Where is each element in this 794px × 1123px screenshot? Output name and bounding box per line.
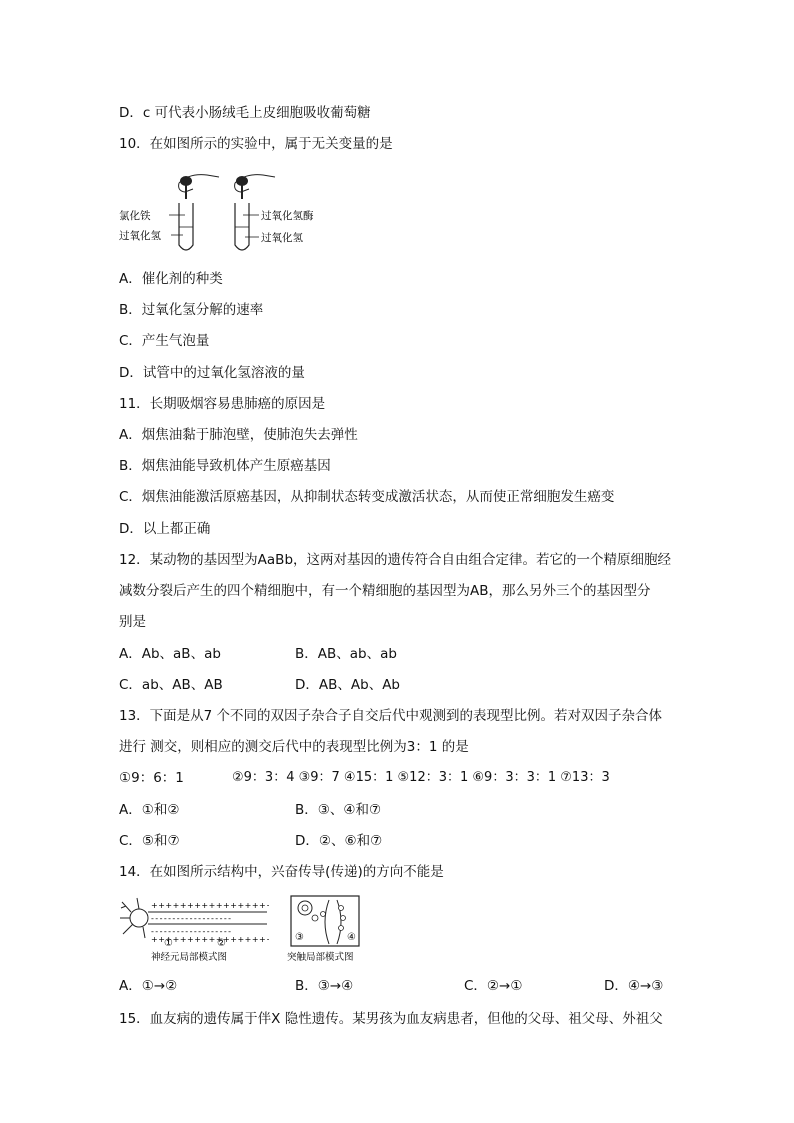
q13-option-b: B．③、④和⑦ <box>295 802 382 818</box>
q14-mark-4: ④ <box>347 932 356 943</box>
q11-option-d: D．以上都正确 <box>119 521 211 537</box>
q11-option-a: A．烟焦油黏于肺泡壁，使肺泡失去弹性 <box>119 427 358 443</box>
q13-option-c: C．⑤和⑦ <box>119 833 180 849</box>
q10-option-a: A．催化剂的种类 <box>119 271 223 287</box>
q10-option-b: B．过氧化氢分解的速率 <box>119 302 264 318</box>
q11-option-c: C．烟焦油能激活原癌基因，从抑制状态转变成激活状态，从而使正常细胞发生癌变 <box>119 489 615 505</box>
q13-option-a: A．①和② <box>119 802 180 818</box>
q14-option-d: D．④→③ <box>604 978 664 994</box>
q12-option-c: C．ab、AB、AB <box>119 677 223 693</box>
q10-option-c: C．产生气泡量 <box>119 333 210 349</box>
q14-neuron-caption: 神经元局部模式图 <box>151 952 228 962</box>
q12-stem-line2: 减数分裂后产生的四个精细胞中，有一个精细胞的基因型为AB，那么另外三个的基因型分 <box>119 583 651 599</box>
q10-label-h2o2-left: 过氧化氢 <box>119 230 161 242</box>
q13-ratios-rest: ②9：3：4 ③9：7 ④15：1 ⑤12：3：1 ⑥9：3：3：1 ⑦13：3 <box>232 770 610 785</box>
q12-option-d: D．AB、Ab、Ab <box>295 677 401 693</box>
q12-stem-line3: 别是 <box>119 614 146 630</box>
q11-option-b: B．烟焦油能导致机体产生原癌基因 <box>119 458 331 474</box>
q10-test-tube-figure <box>119 165 329 264</box>
q10-label-catalase: 过氧化氢酶 <box>261 210 314 222</box>
q10-stem: 10．在如图所示的实验中，属于无关变量的是 <box>119 136 393 152</box>
q14-neuron-figure <box>119 894 269 966</box>
q11-stem: 11．长期吸烟容易患肺癌的原因是 <box>119 396 326 412</box>
q14-option-c: C．②→① <box>464 978 523 994</box>
svg-text:-------------------: ------------------- <box>151 927 233 936</box>
q13-option-d: D．②、⑥和⑦ <box>295 833 383 849</box>
q10-label-ferric-chloride: 氯化铁 <box>119 210 151 222</box>
q13-stem-line2: 进行 测交，则相应的测交后代中的表现型比例为3：1 的是 <box>119 739 469 755</box>
q14-mark-1: ① <box>164 938 173 949</box>
q12-option-b: B．AB、ab、ab <box>295 646 397 662</box>
q12-stem-line1: 12．某动物的基因型为AaBb，这两对基因的遗传符合自由组合定律。若它的一个精原细胞经 <box>119 552 672 568</box>
q14-mark-2: ② <box>217 938 226 949</box>
svg-text:-------------------: ------------------- <box>151 914 233 923</box>
svg-text:+++++++++++++++++++: ++++++++++++++++ <box>151 901 267 910</box>
q9-option-d: D．c 可代表小肠绒毛上皮细胞吸收葡萄糖 <box>119 105 371 121</box>
q13-stem-line1: 13．下面是从7 个不同的双因子杂合子自交后代中观测到的表现型比例。若对双因子杂合体 <box>119 708 663 724</box>
svg-text:+++++++++++++++++++: ++++++++++++++++ <box>151 935 267 944</box>
q14-option-a: A．①→② <box>119 978 178 994</box>
q10-label-h2o2-right: 过氧化氢 <box>261 232 303 244</box>
q15-stem: 15．血友病的遗传属于伴X 隐性遗传。某男孩为血友病患者，但他的父母、祖父母、外祖父 <box>119 1011 663 1027</box>
q14-stem: 14．在如图所示结构中，兴奋传导(传递)的方向不能是 <box>119 864 444 880</box>
q10-option-d: D．试管中的过氧化氢溶液的量 <box>119 365 305 381</box>
q13-ratio-1: ①9：6：1 <box>119 770 184 786</box>
q14-synapse-caption: 突触局部模式图 <box>287 952 354 962</box>
q14-mark-3: ③ <box>295 932 304 943</box>
q12-option-a: A．Ab、aB、ab <box>119 646 221 662</box>
q14-synapse-figure <box>283 894 373 966</box>
q14-option-b: B．③→④ <box>295 978 354 994</box>
